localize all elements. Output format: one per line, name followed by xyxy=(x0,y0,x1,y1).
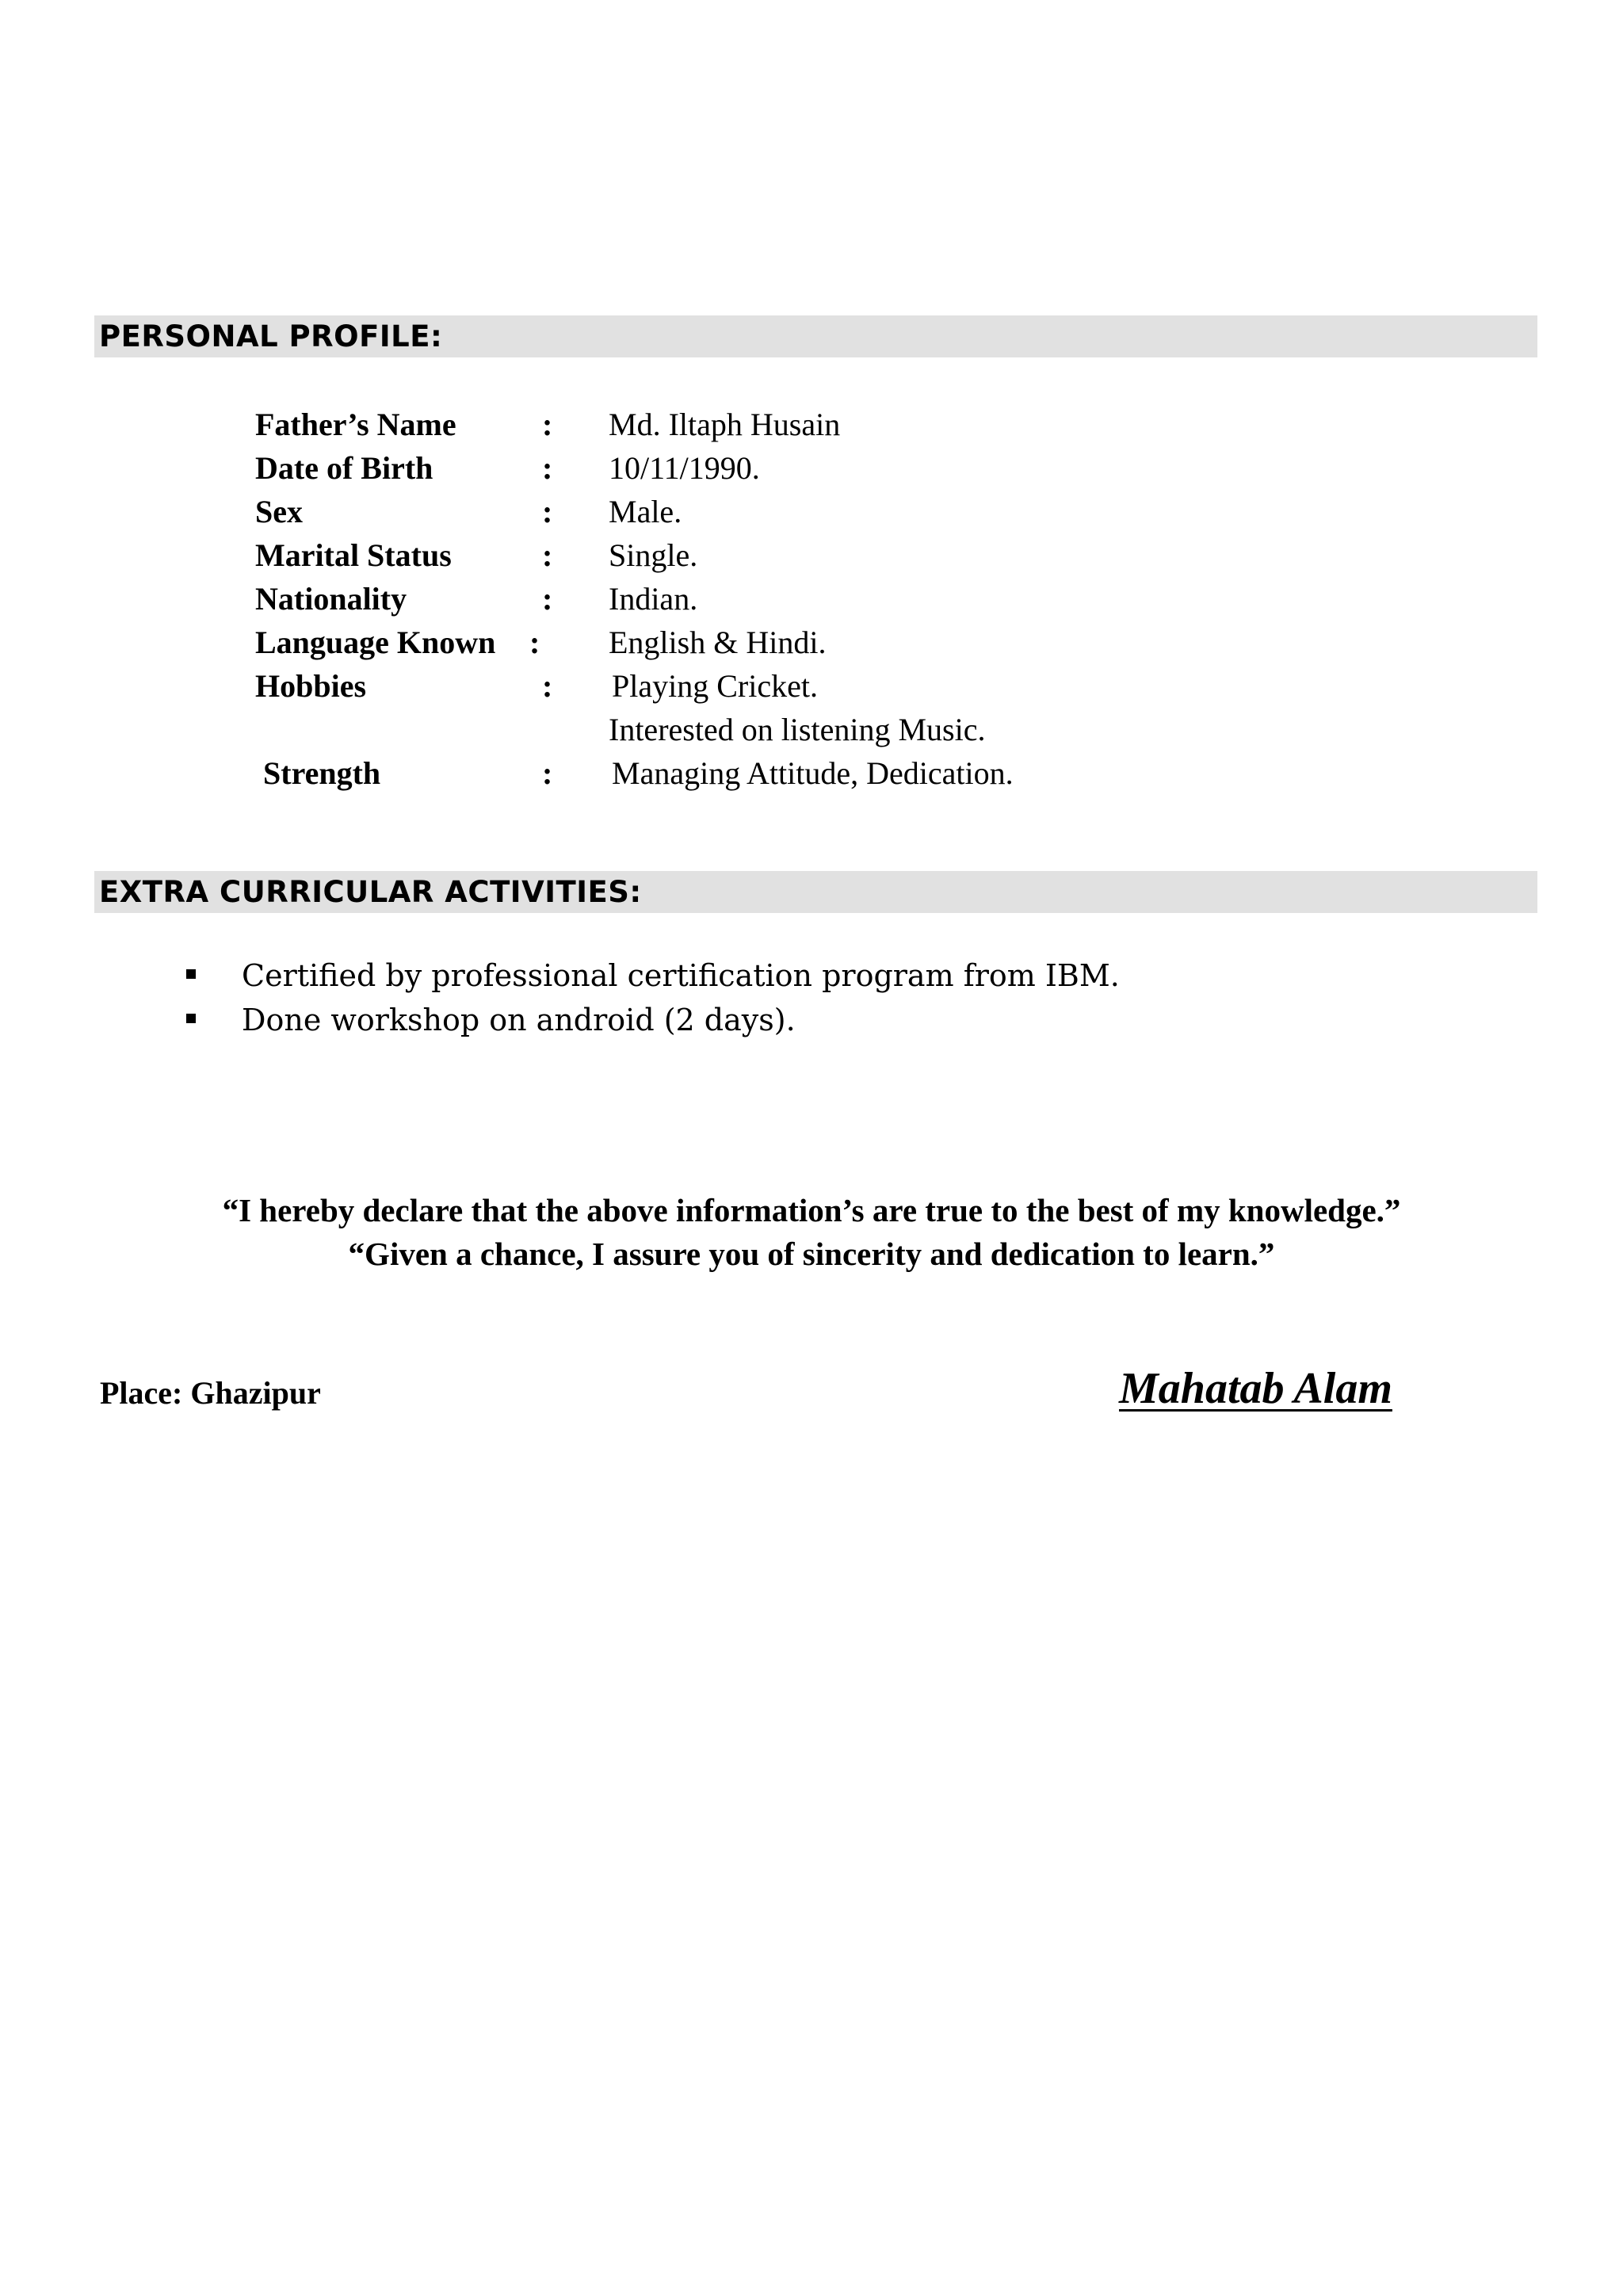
list-item xyxy=(0,953,1623,998)
signature-name: Mahatab Alam xyxy=(1119,1364,1392,1413)
profile-value: English & Hindi. xyxy=(609,625,827,660)
square-bullet-icon xyxy=(186,1014,196,1023)
profile-row-hobbies-continued xyxy=(0,708,1623,751)
place-label: Place: xyxy=(100,1375,183,1411)
list-item-text: Certified by professional certification program from IBM. xyxy=(242,958,1120,993)
profile-value: Md. Iltaph Husain xyxy=(609,407,841,442)
profile-value: Managing Attitude, Dedication. xyxy=(612,755,1014,791)
profile-label: Strength xyxy=(263,755,381,791)
profile-label: Date of Birth xyxy=(255,450,433,486)
profile-row-marital-status xyxy=(0,533,1623,577)
profile-value: Playing Cricket. xyxy=(612,668,818,704)
square-bullet-icon xyxy=(186,969,196,979)
profile-label: Nationality xyxy=(255,581,407,617)
profile-label: Father’s Name xyxy=(255,407,456,442)
profile-row-date-of-birth xyxy=(0,446,1623,490)
place-value: Ghazipur xyxy=(190,1375,321,1411)
profile-row-fathers-name xyxy=(0,403,1623,446)
profile-colon: : xyxy=(542,755,553,791)
personal-profile-heading: PERSONAL PROFILE: xyxy=(94,315,1537,357)
profile-row-hobbies xyxy=(0,664,1623,708)
profile-colon: : xyxy=(542,581,553,617)
place xyxy=(100,1371,321,1415)
profile-row-nationality xyxy=(0,577,1623,621)
profile-row-sex xyxy=(0,490,1623,533)
declaration-line-2: “Given a chance, I assure you of sincerity and dedication to learn.” xyxy=(348,1236,1275,1272)
declaration-line-1: “I hereby declare that the above information’s are true to the best of my knowledge.” xyxy=(222,1192,1401,1228)
profile-colon: : xyxy=(542,494,553,529)
profile-colon: : xyxy=(542,537,553,573)
profile-colon: : xyxy=(542,668,553,704)
profile-value: Single. xyxy=(609,537,698,573)
profile-label: Sex xyxy=(255,494,303,529)
profile-label: Language Known xyxy=(255,625,496,660)
profile-label: Hobbies xyxy=(255,668,367,704)
profile-value: 10/11/1990. xyxy=(609,450,760,486)
profile-colon: : xyxy=(542,450,553,486)
profile-value: Male. xyxy=(609,494,682,529)
profile-row-strength xyxy=(0,751,1623,795)
profile-colon: : xyxy=(529,625,540,660)
extra-curricular-heading: EXTRA CURRICULAR ACTIVITIES: xyxy=(94,871,1537,913)
list-item xyxy=(0,998,1623,1042)
profile-colon: : xyxy=(542,407,553,442)
profile-row-language-known xyxy=(0,621,1623,664)
profile-value: Indian. xyxy=(609,581,698,617)
list-item-text: Done workshop on android (2 days). xyxy=(242,1003,796,1037)
profile-value: Interested on listening Music. xyxy=(609,712,986,747)
profile-label: Marital Status xyxy=(255,537,452,573)
